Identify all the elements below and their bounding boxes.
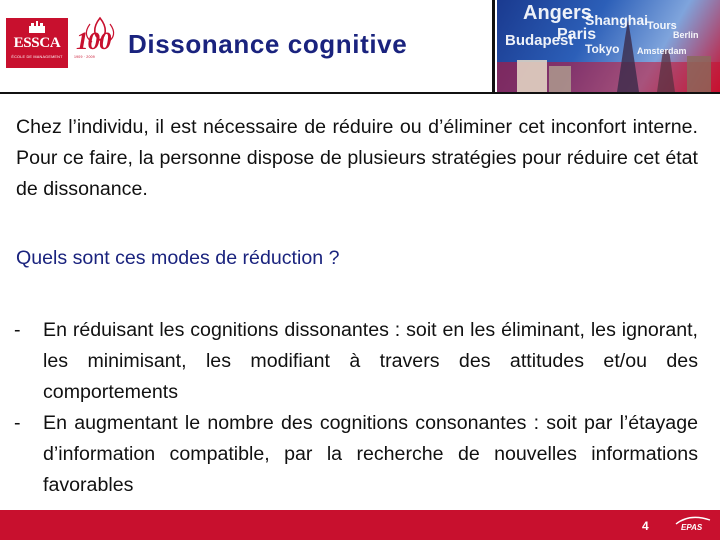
slide-title: Dissonance cognitive: [128, 29, 408, 59]
city-collage-image: [497, 0, 720, 92]
anniversary-number: 100: [76, 28, 111, 55]
epas-logo-text: EPAS: [681, 523, 703, 532]
essca-logo-text: ESSCA: [13, 35, 61, 51]
collage-city-1: Angers: [523, 2, 592, 24]
collage-city-3: Paris: [557, 26, 597, 43]
intro-paragraph: Chez l’individu, il est nécessaire de réduire ou d’éliminer cet inconfort interne. Pour ce faire, la personne dispose de plusieurs stratégies pour réduire cet état de dissonance.: [16, 116, 698, 200]
anniversary-logo: [72, 14, 128, 70]
collage-city-6: Amsterdam: [637, 46, 687, 56]
crest-icon: [28, 21, 46, 33]
header-divider-vertical: [492, 0, 495, 92]
collage-city-5: Tokyo: [585, 42, 620, 56]
collage-city-2: Shanghai: [585, 12, 649, 28]
header-divider-horizontal: [0, 92, 720, 94]
list-item-text: En réduisant les cognitions dissonantes : soit en les éliminant, les ignorant, les minimisant, les modifiant à travers des attitudes et/ou des comportements: [43, 319, 698, 403]
page-number: 4: [642, 519, 649, 533]
collage-city-7: Berlin: [673, 30, 699, 40]
epas-logo: [672, 514, 714, 536]
slide-footer: [0, 510, 720, 540]
list-item: [14, 315, 698, 408]
essca-logo-subtitle: ÉCOLE DE MANAGEMENT: [11, 55, 63, 59]
bullet-dash: -: [14, 319, 21, 341]
strategy-list: [14, 315, 698, 501]
essca-logo: [6, 18, 68, 68]
collage-city-8: Tours: [647, 20, 677, 32]
bullet-dash: -: [14, 412, 21, 434]
slide-header: [0, 0, 720, 93]
anniversary-subtitle: 1909 · 2009: [74, 55, 95, 59]
list-item-text: En augmentant le nombre des cognitions consonantes : soit par l’étayage d’information compatible, par la recherche de nouvelles informations favorables: [43, 412, 698, 496]
list-item: [14, 408, 698, 501]
question-heading: Quels sont ces modes de réduction ?: [16, 247, 340, 269]
collage-city-4: Budapest: [505, 32, 574, 49]
